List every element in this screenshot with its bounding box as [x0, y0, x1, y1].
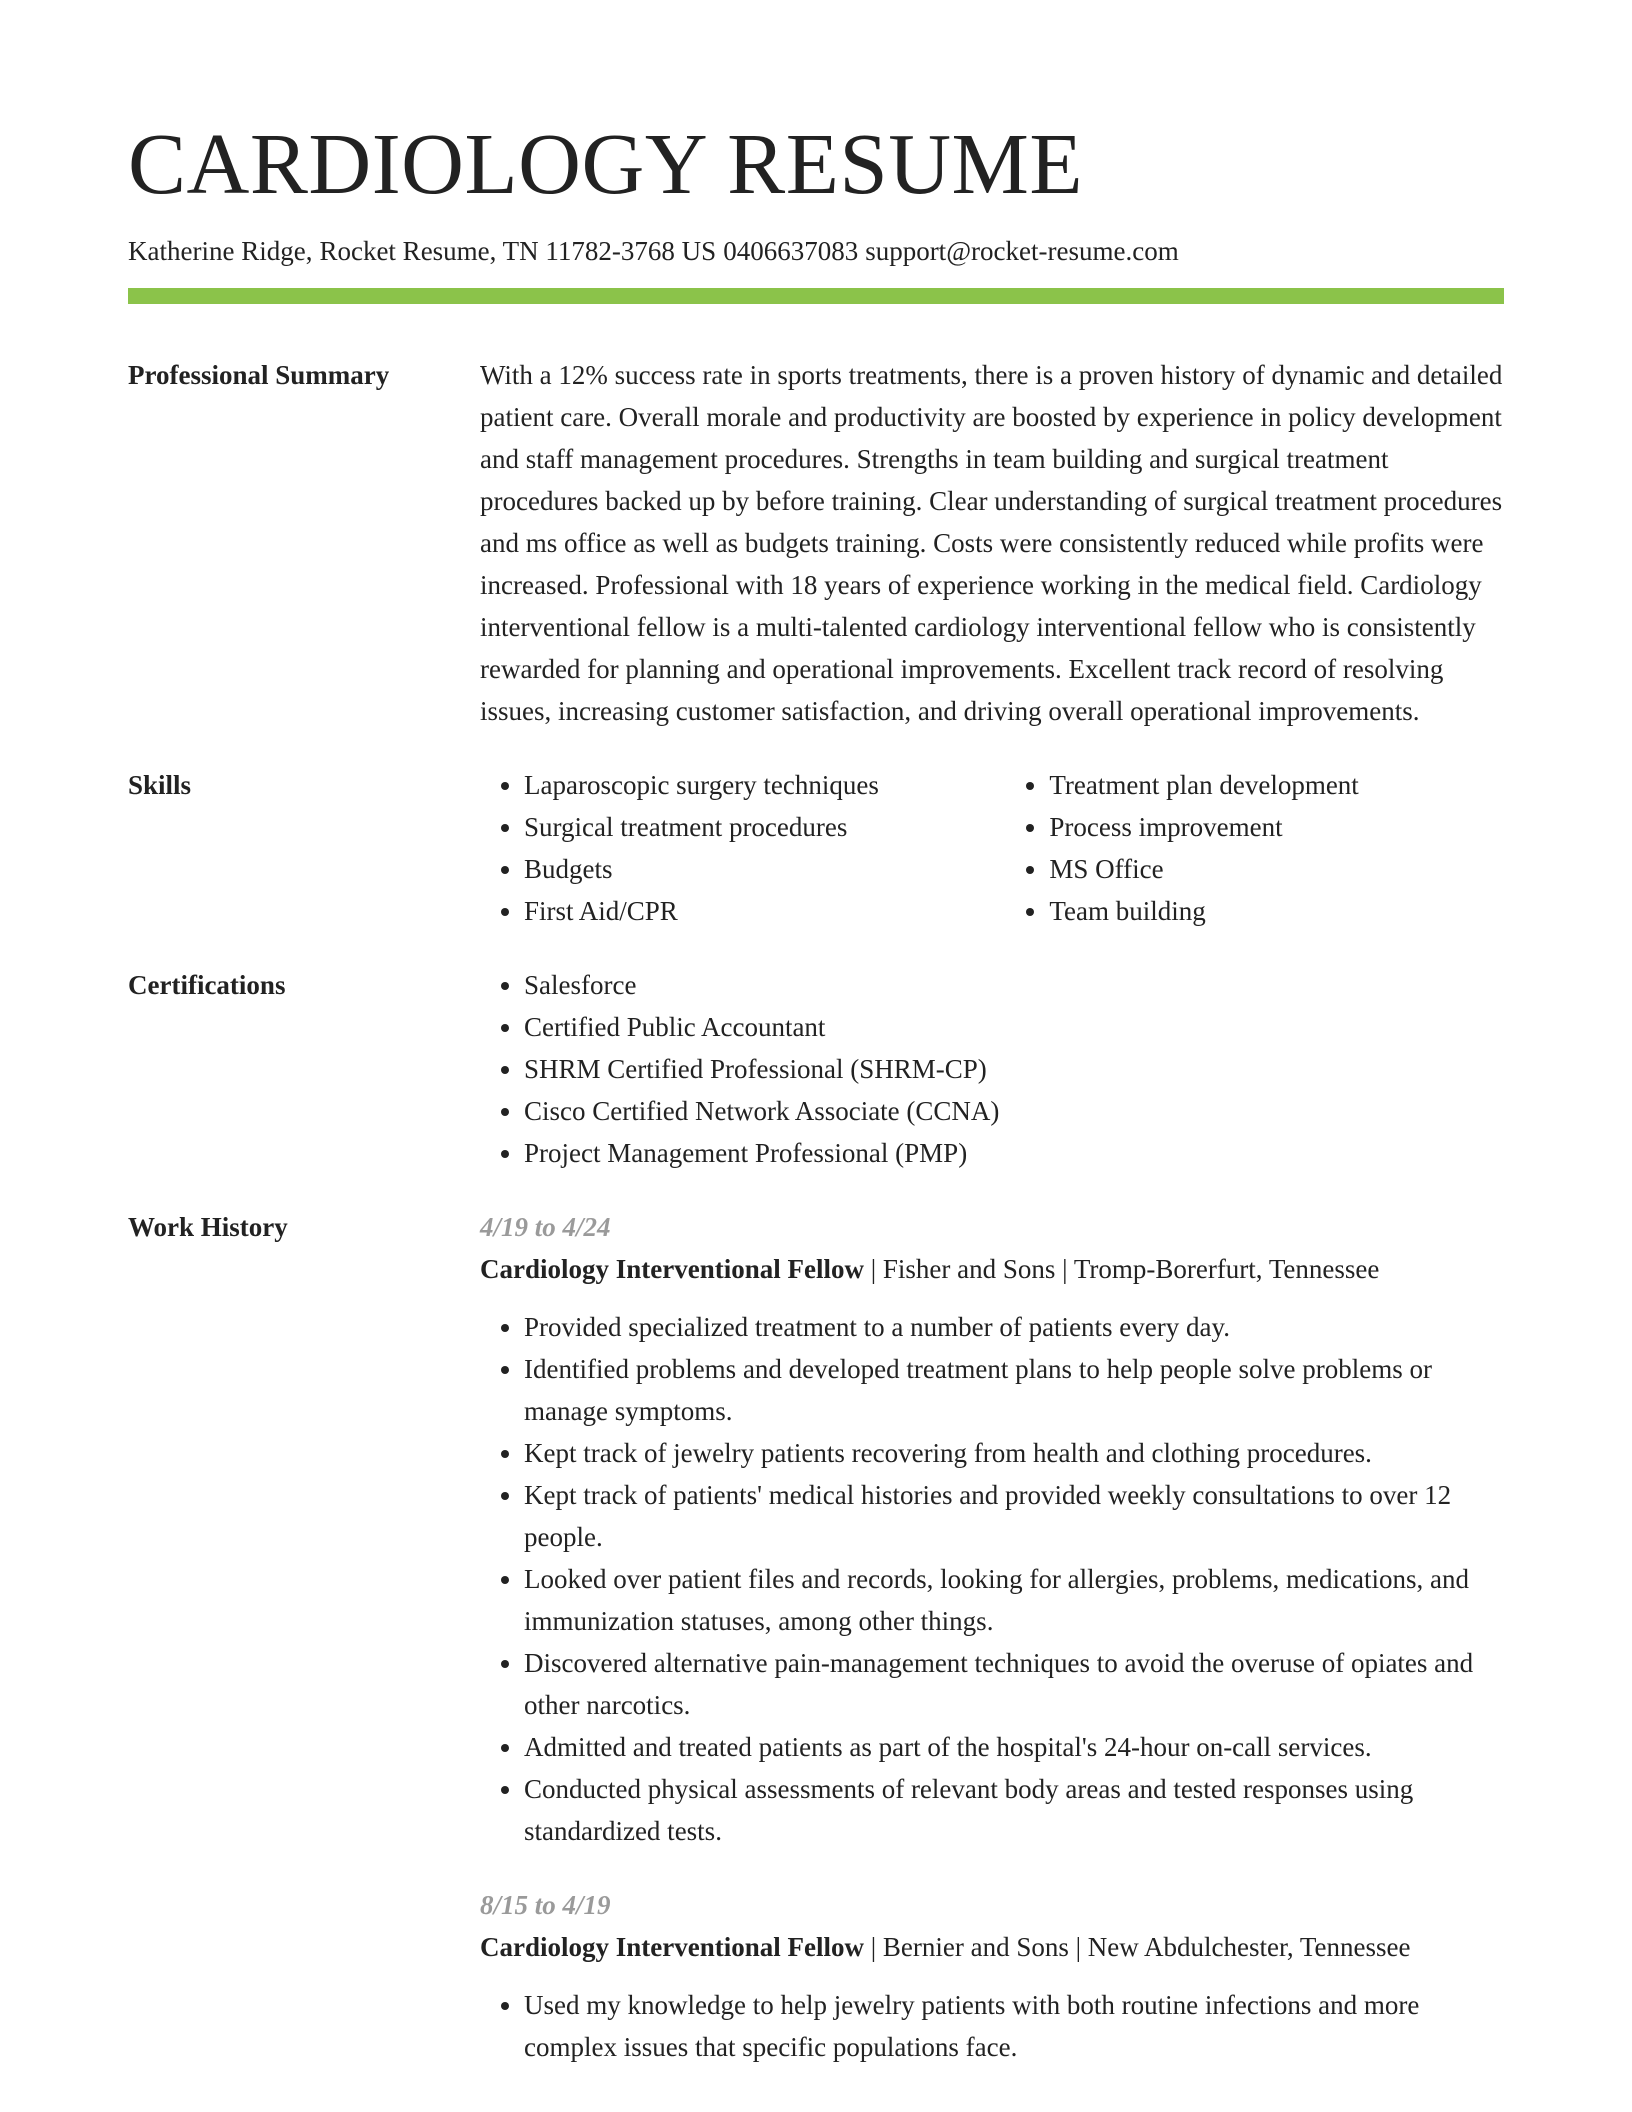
- document-title: CARDIOLOGY RESUME: [128, 115, 1084, 212]
- skills-list-right: [1005, 764, 1504, 932]
- skill-item: • Budgets: [524, 848, 1005, 890]
- job-bullet: • Kept track of patients' medical histories and provided weekly consultations to over 12 people.: [524, 1474, 1504, 1558]
- job-title: Cardiology Interventional Fellow: [480, 1932, 864, 1962]
- job-bullet: • Looked over patient files and records, looking for allergies, problems, medications, and immunization statuses, among other things.: [524, 1558, 1504, 1642]
- job-heading: [480, 1248, 1504, 1290]
- contact-name: Katherine Ridge,: [128, 236, 313, 266]
- contact-line: [128, 235, 1504, 267]
- job-bullets: [480, 1984, 1504, 2068]
- job-dates: 8/15 to 4/19: [480, 1890, 611, 1920]
- job-details: | Bernier and Sons | New Abdulchester, Tennessee: [863, 1932, 1411, 1962]
- job-entry: [480, 1206, 1504, 1852]
- contact-address: Rocket Resume, TN 11782-3768 US: [319, 236, 717, 266]
- accent-divider: [128, 288, 1504, 304]
- certifications-body: [480, 964, 1504, 1174]
- contact-email[interactable]: support@rocket-resume.com: [865, 236, 1179, 266]
- section-label-skills: Skills: [128, 770, 192, 800]
- contact-phone: 0406637083: [723, 236, 859, 266]
- skill-item: • Surgical treatment procedures: [524, 806, 1005, 848]
- skill-item: • Team building: [1049, 890, 1504, 932]
- job-bullets: [480, 1306, 1504, 1852]
- job-details: | Fisher and Sons | Tromp-Borerfurt, Tennessee: [863, 1254, 1380, 1284]
- certification-item: • Certified Public Accountant: [524, 1006, 1504, 1048]
- section-work-history: [128, 1206, 1504, 2068]
- skill-item: • Process improvement: [1049, 806, 1504, 848]
- skill-item: • First Aid/CPR: [524, 890, 1005, 932]
- job-heading: [480, 1926, 1504, 1968]
- certification-item: • SHRM Certified Professional (SHRM-CP): [524, 1048, 1504, 1090]
- certification-item: • Project Management Professional (PMP): [524, 1132, 1504, 1174]
- section-professional-summary: [128, 354, 1504, 732]
- skills-columns: [480, 764, 1504, 932]
- skills-list-left: [480, 764, 1005, 932]
- job-entry: [480, 1884, 1504, 2068]
- section-skills: [128, 764, 1504, 932]
- section-label-summary: Professional Summary: [128, 360, 390, 390]
- certification-item: • Salesforce: [524, 964, 1504, 1006]
- resume-page: [128, 115, 1504, 2068]
- job-bullet: • Used my knowledge to help jewelry patients with both routine infections and more complex issues that specific populations face.: [524, 1984, 1504, 2068]
- skill-item: • MS Office: [1049, 848, 1504, 890]
- job-dates: 4/19 to 4/24: [480, 1212, 611, 1242]
- summary-text: With a 12% success rate in sports treatments, there is a proven history of dynamic and detailed patient care. Overall morale and productivity are boosted by experience in policy development and staff management procedures. Strengths in team building and surgical treatment procedures backed up by before training. Clear understanding of surgical treatment procedures and ms office as well as budgets training. Costs were consistently reduced while profits were increased. Professional with 18 years of experience working in the medical field. Cardiology interventional fellow is a multi-talented cardiology interventional fellow who is consistently rewarded for planning and operational improvements. Excellent track record of resolving issues, increasing customer satisfaction, and driving overall operational improvements.: [480, 360, 1503, 726]
- job-bullet: • Conducted physical assessments of relevant body areas and tested responses using standardized tests.: [524, 1768, 1504, 1852]
- skill-item: • Treatment plan development: [1049, 764, 1504, 806]
- skill-item: • Laparoscopic surgery techniques: [524, 764, 1005, 806]
- job-bullet: • Kept track of jewelry patients recovering from health and clothing procedures.: [524, 1432, 1504, 1474]
- certification-item: • Cisco Certified Network Associate (CCNA): [524, 1090, 1504, 1132]
- job-title: Cardiology Interventional Fellow: [480, 1254, 864, 1284]
- section-label-work-history: Work History: [128, 1212, 288, 1242]
- section-certifications: [128, 964, 1504, 1174]
- job-bullet: • Admitted and treated patients as part of the hospital's 24-hour on-call services.: [524, 1726, 1504, 1768]
- certifications-list: [480, 964, 1504, 1174]
- section-label-certifications: Certifications: [128, 970, 286, 1000]
- job-bullet: • Discovered alternative pain-management techniques to avoid the overuse of opiates and other narcotics.: [524, 1642, 1504, 1726]
- job-bullet: • Identified problems and developed treatment plans to help people solve problems or manage symptoms.: [524, 1348, 1504, 1432]
- job-bullet: • Provided specialized treatment to a number of patients every day.: [524, 1306, 1504, 1348]
- work-history-body: [480, 1206, 1504, 2068]
